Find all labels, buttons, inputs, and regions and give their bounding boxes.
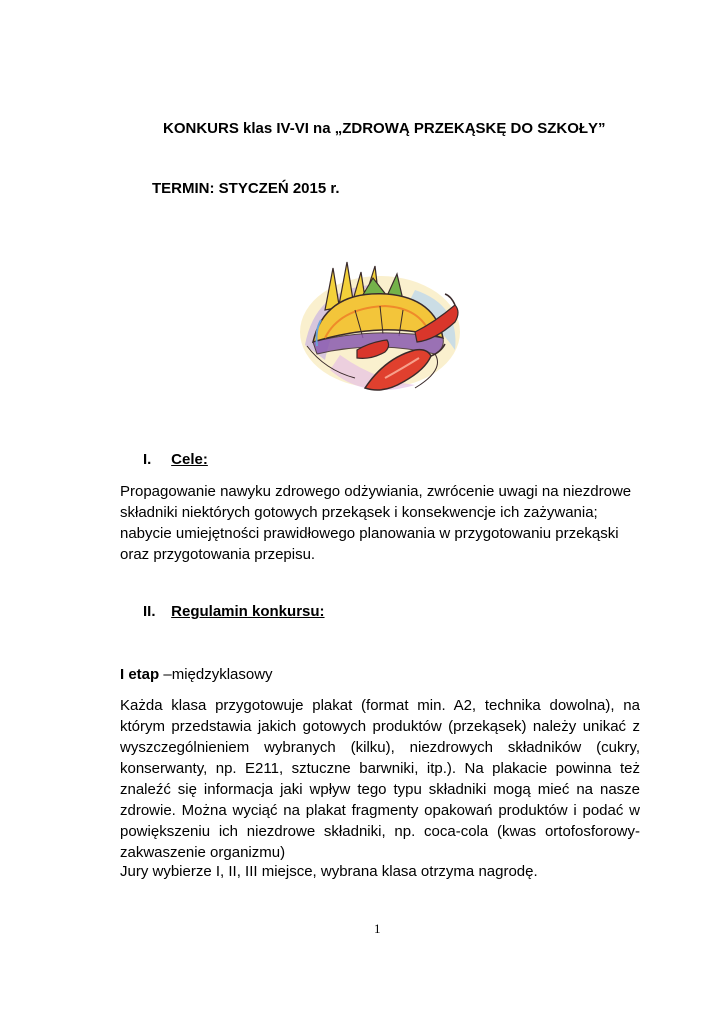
stage-one-label: I etap xyxy=(120,666,160,683)
section-rules-heading xyxy=(143,603,325,620)
jury-paragraph: Jury wybierze I, II, III miejsce, wybrana klasa otrzyma nagrodę. xyxy=(120,863,538,880)
vegetables-illustration-icon xyxy=(295,250,470,405)
stage-one-line xyxy=(120,664,640,685)
goals-line: Propagowanie nawyku zdrowego odżywiania, zwrócenie uwagi na niezdrowe xyxy=(120,483,632,500)
section-rules-number: II. xyxy=(143,603,156,620)
goals-paragraph xyxy=(120,481,640,565)
stage-one-suffix: –międzyklasowy xyxy=(159,666,273,683)
goals-line: nabycie umiejętności prawidłowego planowania w przygotowaniu przekąski xyxy=(120,525,619,542)
section-rules-title: Regulamin konkursu: xyxy=(171,603,325,620)
document-title: KONKURS klas IV-VI na „ZDROWĄ PRZEKĄSKĘ DO SZKOŁY” xyxy=(163,120,606,137)
poster-paragraph: Każda klasa przygotowuje plakat (format min. A2, technika dowolna), na którym przedstawia jakich gotowych produktów (przekąsek) należy unikać z wyszczególnieniem wybranych (kilku), niezdrowych składników (cukry, konserwanty, np. E211, sztuczne barwniki, itp.). Na plakacie powinna też znaleźć się informacja jaki wpływ tego typu składniki mogą mieć na nasze zdrowie. Można wyciąć na plakat fragmenty opakowań produktów i podać w powiększeniu ich niezdrowe składniki, np. coca-cola (kwas ortofosforowy-zakwaszenie organizmu) xyxy=(120,697,640,861)
goals-line: składniki niektórych gotowych przekąsek i konsekwencje ich zażywania; xyxy=(120,504,598,521)
section-goals-heading xyxy=(143,451,208,468)
goals-line: oraz przygotowania przepisu. xyxy=(120,546,316,563)
deadline-line: TERMIN: STYCZEŃ 2015 r. xyxy=(152,180,340,197)
page-number: 1 xyxy=(374,921,381,936)
section-goals-title: Cele: xyxy=(171,451,208,468)
section-goals-number: I. xyxy=(143,451,152,468)
